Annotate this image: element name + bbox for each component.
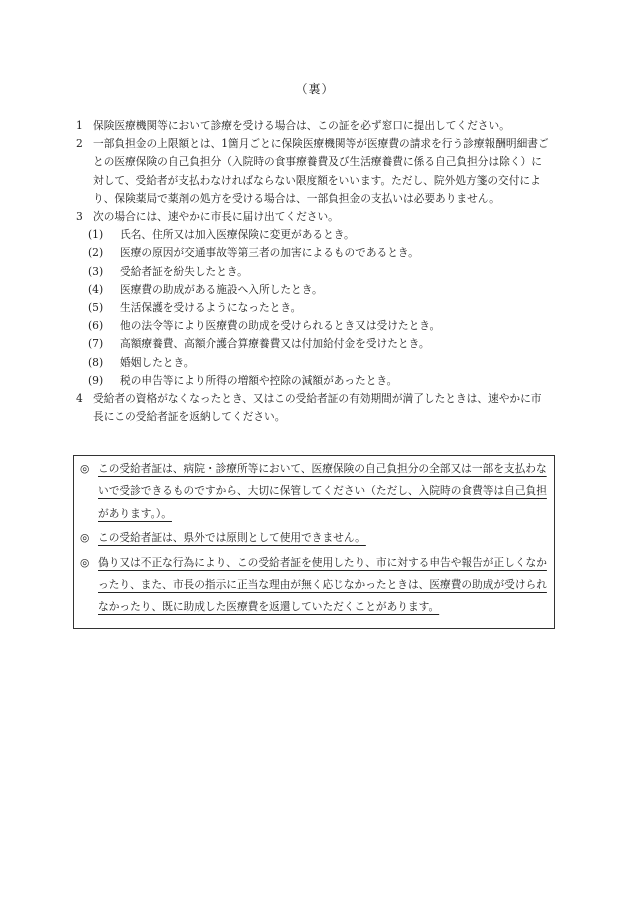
- sub-item-number: (5): [88, 301, 104, 315]
- double-circle-icon: ◎: [80, 555, 90, 569]
- list-item: [76, 390, 551, 426]
- double-circle-icon: ◎: [80, 462, 90, 475]
- list-item: [76, 135, 551, 208]
- double-circle-icon: ◎: [80, 531, 90, 545]
- item-text: 保険医療機関等において診療を受ける場合は、この証を必ず窓口に提出してください。: [93, 119, 510, 132]
- sub-item-text: 医療の原因が交通事故等第三者の加害によるものであるとき。: [120, 246, 419, 260]
- sub-item-text: 婚姻したとき。: [120, 355, 195, 369]
- notice-item: [80, 458, 548, 525]
- sub-item-text: 氏名、住所又は加入医療保険に変更があるとき。: [120, 228, 355, 242]
- sub-item-text: 税の申告等により所得の増額や控除の減額があったとき。: [120, 373, 398, 387]
- sub-item-number: (1): [88, 228, 104, 242]
- sub-item-number: (4): [88, 282, 104, 296]
- sub-list-item: [76, 372, 551, 390]
- sub-list-item: [76, 317, 551, 335]
- page-title: （裏）: [295, 82, 335, 96]
- sub-item-text: 医療費の助成がある施設へ入所したとき。: [120, 282, 323, 296]
- list-item: [76, 117, 551, 135]
- item-number: 3: [76, 210, 83, 224]
- sub-item-text: 受給者証を紛失したとき。: [120, 264, 248, 278]
- notice-text: 偽り又は不正な行為により、この受給者証を使用したり、市に対する申告や報告が正しくなかったり、また、市長の指示に正当な理由が無く応じなかったときは、医療費の助成が受けられなかったり、既に助成した医療費を返還していただくことがあります。: [98, 555, 547, 614]
- sub-list-item: [76, 226, 551, 244]
- notice-item: [80, 527, 548, 549]
- notice-box: [73, 455, 555, 629]
- sub-item-text: 生活保護を受けるようになったとき。: [120, 301, 302, 315]
- sub-list-item: [76, 244, 551, 262]
- notice-text: この受給者証は、県外では原則として使用できません。: [98, 531, 366, 545]
- instructions: [76, 117, 551, 426]
- notice-text: この受給者証は、病院・診療所等において、医療保険の自己負担分の全部又は一部を支払わないで受診できるものですから、大切に保管してください（ただし、入院時の食費等は自己負担があります。）。: [98, 462, 547, 520]
- list-item: [76, 208, 551, 226]
- sub-item-number: (8): [88, 355, 104, 369]
- sub-item-text: 他の法令等により医療費の助成を受けられるとき又は受けたとき。: [120, 319, 441, 333]
- item-number: 2: [76, 137, 83, 151]
- sub-list-item: [76, 335, 551, 353]
- item-number: 1: [76, 119, 83, 132]
- item-text: 受給者の資格がなくなったとき、又はこの受給者証の有効期間が満了したときは、速やかに市長にこの受給者証を返納してください。: [93, 392, 542, 424]
- sub-list-item: [76, 263, 551, 281]
- sub-list-item: [76, 281, 551, 299]
- item-number: 4: [76, 392, 83, 406]
- sub-list-item: [76, 354, 551, 372]
- sub-item-number: (9): [88, 373, 104, 387]
- sub-item-number: (7): [88, 337, 104, 351]
- sub-item-number: (3): [88, 264, 104, 278]
- notice-item: [80, 552, 548, 619]
- item-text: 次の場合には、速やかに市長に届け出てください。: [93, 210, 339, 224]
- sub-list-item: [76, 299, 551, 317]
- item-text: 一部負担金の上限額とは、1箇月ごとに保険医療機関等が医療費の請求を行う診療報酬明細書ごとの医療保険の自己負担分（入院時の食事療養費及び生活療養費に係る自己負担分は除く）に対して、受給者が支払わなければならない限度額をいいます。ただし、院外処方箋の交付により、保険薬局で薬剤の処方を受ける場合は、一部負担金の支払いは必要ありません。: [93, 137, 549, 205]
- sub-item-number: (6): [88, 319, 104, 333]
- sub-item-number: (2): [88, 246, 104, 260]
- sub-item-text: 高額療養費、高額介護合算療養費又は付加給付金を受けたとき。: [120, 337, 430, 351]
